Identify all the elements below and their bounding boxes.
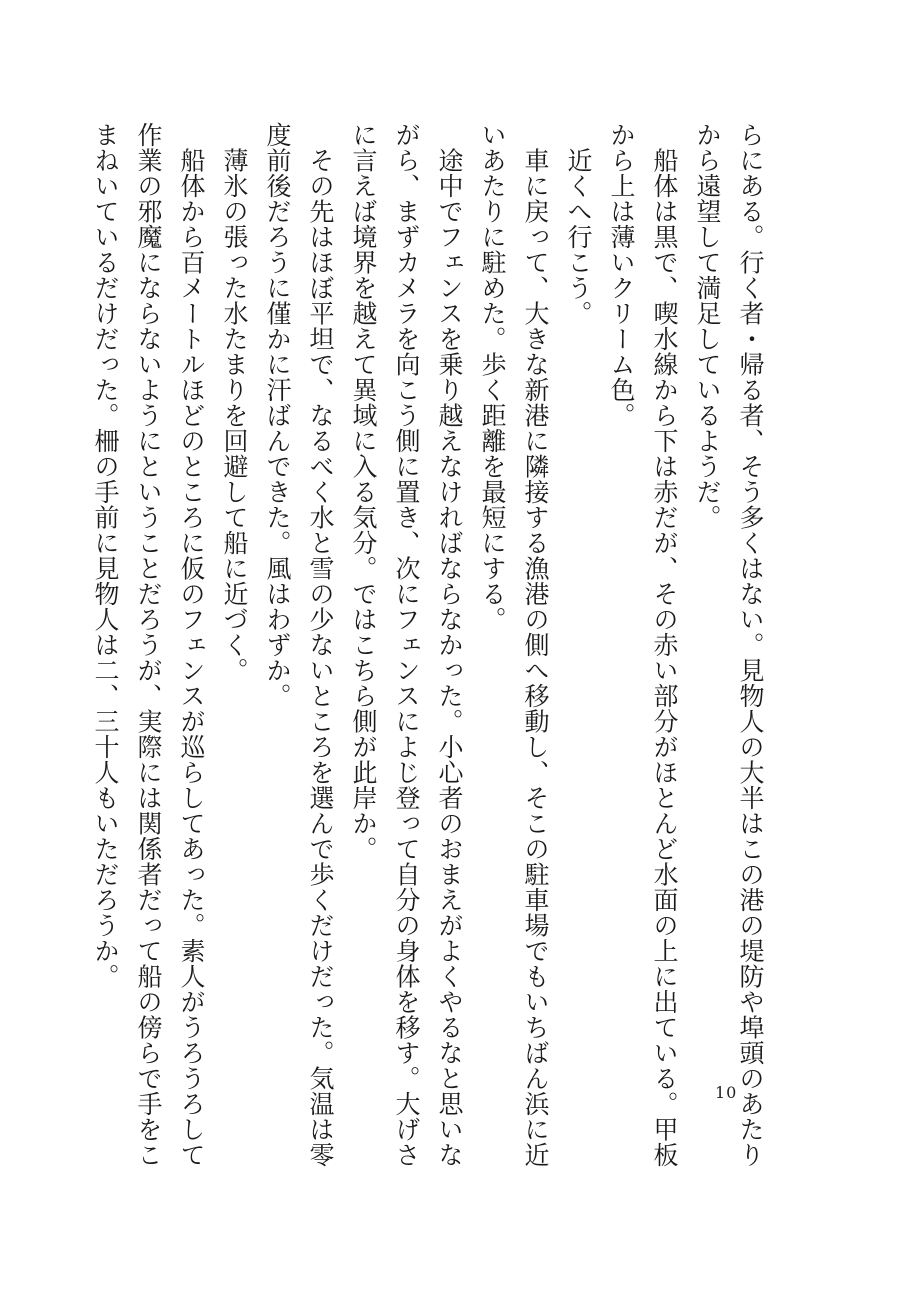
page-number: 10 bbox=[715, 1083, 738, 1102]
text-line: 船体は黒で、喫水線から下は赤だが、その赤い部分がほとんど水面の上に出ている。甲板 bbox=[650, 122, 679, 1168]
text-line: いあたりに駐めた。歩く距離を最短にする。 bbox=[478, 122, 507, 632]
text-line: に言えば境界を越えて異域に入る気分。ではこちら側が此岸か。 bbox=[349, 122, 378, 862]
text-line: から上は薄いクリーム色。 bbox=[607, 122, 636, 428]
text-line: から遠望して満足しているようだ。 bbox=[693, 122, 722, 530]
text-line: 車に戻って、大きな新港に隣接する漁港の側へ移動し、そこの駐車場でもいちばん浜に近 bbox=[521, 122, 550, 1168]
text-line: 途中でフェンスを乗り越えなければならなかった。小心者のおまえがよくやるなと思いな bbox=[435, 122, 464, 1168]
text-line: 薄氷の張った水たまりを回避して船に近づく。 bbox=[220, 122, 249, 683]
text-line: 度前後だろうに僅かに汗ばんできた。風はわずか。 bbox=[263, 122, 292, 709]
text-line: らにある。行く者・帰る者、そう多くはない。見物人の大半はこの港の堤防や埠頭のあたり bbox=[736, 122, 765, 1168]
text-line: 近くへ行こう。 bbox=[564, 122, 593, 326]
text-line: まねいているだけだった。柵の手前に見物人は二、三十人もいただろうか。 bbox=[91, 122, 120, 989]
text-line: がら、まずカメラを向こう側に置き、次にフェンスによじ登って自分の身体を移す。大げさ bbox=[392, 122, 421, 1168]
text-line: その先はほぼ平坦で、なるべく水と雪の少ないところを選んで歩くだけだった。気温は零 bbox=[306, 122, 335, 1168]
text-line: 作業の邪魔にならないようにということだろうが、実際には関係者だって船の傍らで手をこ bbox=[134, 122, 163, 1168]
text-line: 船体から百メートルほどのところに仮のフェンスが巡らしてあった。素人がうろうろして bbox=[177, 122, 206, 1168]
